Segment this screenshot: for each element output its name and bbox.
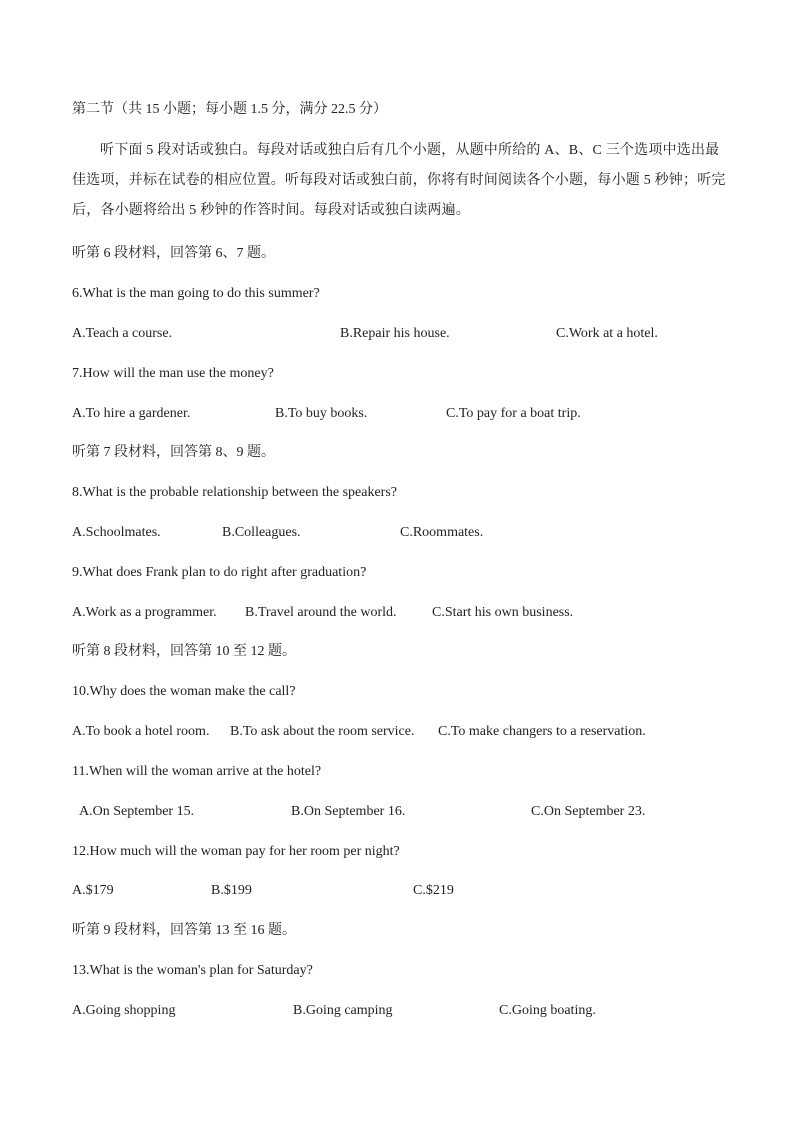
group-label: 听第 9 段材料，回答第 13 至 16 题。 bbox=[72, 923, 296, 938]
option-6a: A.Teach a course. bbox=[72, 326, 173, 341]
option-8b: B.Colleagues. bbox=[222, 525, 301, 540]
option-11b: B.On September 16. bbox=[291, 804, 406, 819]
option-7b: B.To buy books. bbox=[275, 406, 368, 421]
option-12c: C.$219 bbox=[413, 883, 454, 898]
option-7c: C.To pay for a boat trip. bbox=[446, 406, 581, 421]
option-9a: A.Work as a programmer. bbox=[72, 605, 217, 620]
question-12: 12.How much will the woman pay for her room per night? bbox=[72, 844, 400, 859]
option-7a: A.To hire a gardener. bbox=[72, 406, 191, 421]
option-13a: A.Going shopping bbox=[72, 1003, 176, 1018]
option-10b: B.To ask about the room service. bbox=[230, 724, 415, 739]
option-6b: B.Repair his house. bbox=[340, 326, 450, 341]
option-10a: A.To book a hotel room. bbox=[72, 724, 210, 739]
instructions-paragraph: 听下面 5 段对话或独白。每段对话或独白后有几个小题，从题中所给的 A、B、C 三个选项中选出最佳选项，并标在试卷的相应位置。听每段对话或独白前，你将有时间阅读各个小题，每小题 5 秒钟；听完后，各小题将给出 5 秒钟的作答时间。每段对话或独白读两遍。 bbox=[72, 143, 726, 218]
question-10: 10.Why does the woman make the call? bbox=[72, 684, 296, 699]
option-13b: B.Going camping bbox=[293, 1003, 393, 1018]
question-8: 8.What is the probable relationship between the speakers? bbox=[72, 485, 397, 500]
option-12b: B.$199 bbox=[211, 883, 252, 898]
option-8a: A.Schoolmates. bbox=[72, 525, 161, 540]
option-6c: C.Work at a hotel. bbox=[556, 326, 658, 341]
option-10c: C.To make changers to a reservation. bbox=[438, 724, 646, 739]
option-9c: C.Start his own business. bbox=[432, 605, 574, 620]
group-label: 听第 6 段材料，回答第 6、7 题。 bbox=[72, 246, 275, 261]
question-9: 9.What does Frank plan to do right after graduation? bbox=[72, 565, 367, 580]
question-6: 6.What is the man going to do this summer? bbox=[72, 286, 320, 301]
group-label: 听第 8 段材料，回答第 10 至 12 题。 bbox=[72, 644, 296, 659]
group-label: 听第 7 段材料，回答第 8、9 题。 bbox=[72, 445, 275, 460]
option-8c: C.Roommates. bbox=[400, 525, 484, 540]
option-13c: C.Going boating. bbox=[499, 1003, 596, 1018]
question-13: 13.What is the woman's plan for Saturday? bbox=[72, 963, 313, 978]
option-11a: A.On September 15. bbox=[79, 804, 195, 819]
option-12a: A.$179 bbox=[72, 883, 114, 898]
section-header: 第二节（共 15 小题；每小题 1.5 分，满分 22.5 分） bbox=[72, 102, 387, 117]
question-11: 11.When will the woman arrive at the hotel? bbox=[72, 764, 322, 779]
option-9b: B.Travel around the world. bbox=[245, 605, 397, 620]
option-11c: C.On September 23. bbox=[531, 804, 646, 819]
question-7: 7.How will the man use the money? bbox=[72, 366, 274, 381]
